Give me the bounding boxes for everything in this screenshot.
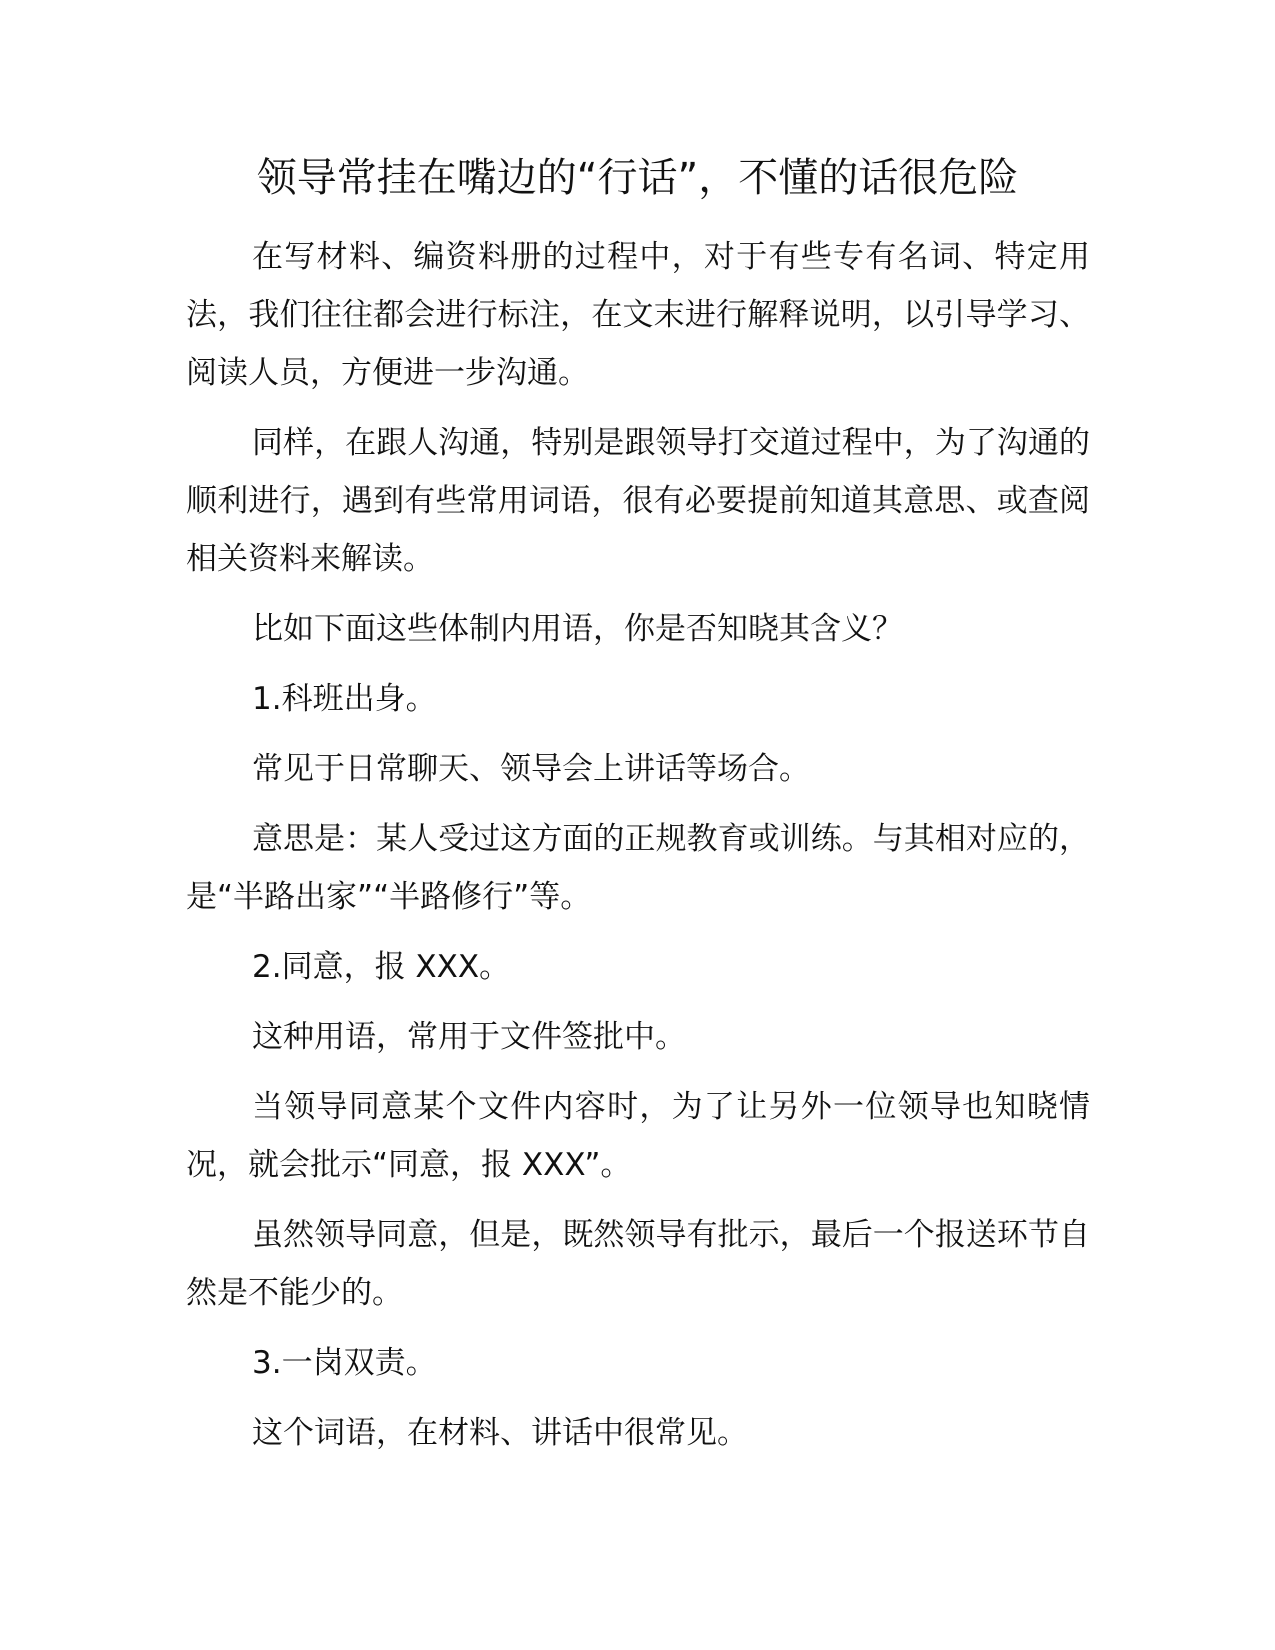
section-heading-3: 3.一岗双责。 xyxy=(252,1345,437,1381)
section-heading-2: 2.同意，报 XXX。 xyxy=(252,949,511,985)
paragraph-2-meaning: 当领导同意某个文件内容时，为了让另外一位领导也知晓情况，就会批示“同意，报 XXX”。 xyxy=(186,1089,1090,1183)
document-body xyxy=(186,228,1090,1474)
paragraph-3-usage: 这个词语，在材料、讲话中很常见。 xyxy=(252,1415,748,1451)
paragraph-1-meaning: 意思是：某人受过这方面的正规教育或训练。与其相对应的，是“半路出家”“半路修行”等。 xyxy=(186,821,1090,915)
paragraph-2-note: 虽然领导同意，但是，既然领导有批示，最后一个报送环节自然是不能少的。 xyxy=(186,1217,1090,1311)
paragraph-question: 比如下面这些体制内用语，你是否知晓其含义？ xyxy=(252,611,903,647)
paragraph-intro-1: 在写材料、编资料册的过程中，对于有些专有名词、特定用法，我们往往都会进行标注，在文末进行解释说明，以引导学习、阅读人员，方便进一步沟通。 xyxy=(186,239,1090,391)
section-heading-1: 1.科班出身。 xyxy=(252,681,437,717)
document-title: 领导常挂在嘴边的“行话”，不懂的话很危险 xyxy=(256,155,1019,201)
paragraph-1-usage: 常见于日常聊天、领导会上讲话等场合。 xyxy=(252,751,810,787)
paragraph-intro-2: 同样，在跟人沟通，特别是跟领导打交道过程中，为了沟通的顺利进行，遇到有些常用词语，很有必要提前知道其意思、或查阅相关资料来解读。 xyxy=(186,425,1090,577)
paragraph-2-usage: 这种用语，常用于文件签批中。 xyxy=(252,1019,686,1055)
